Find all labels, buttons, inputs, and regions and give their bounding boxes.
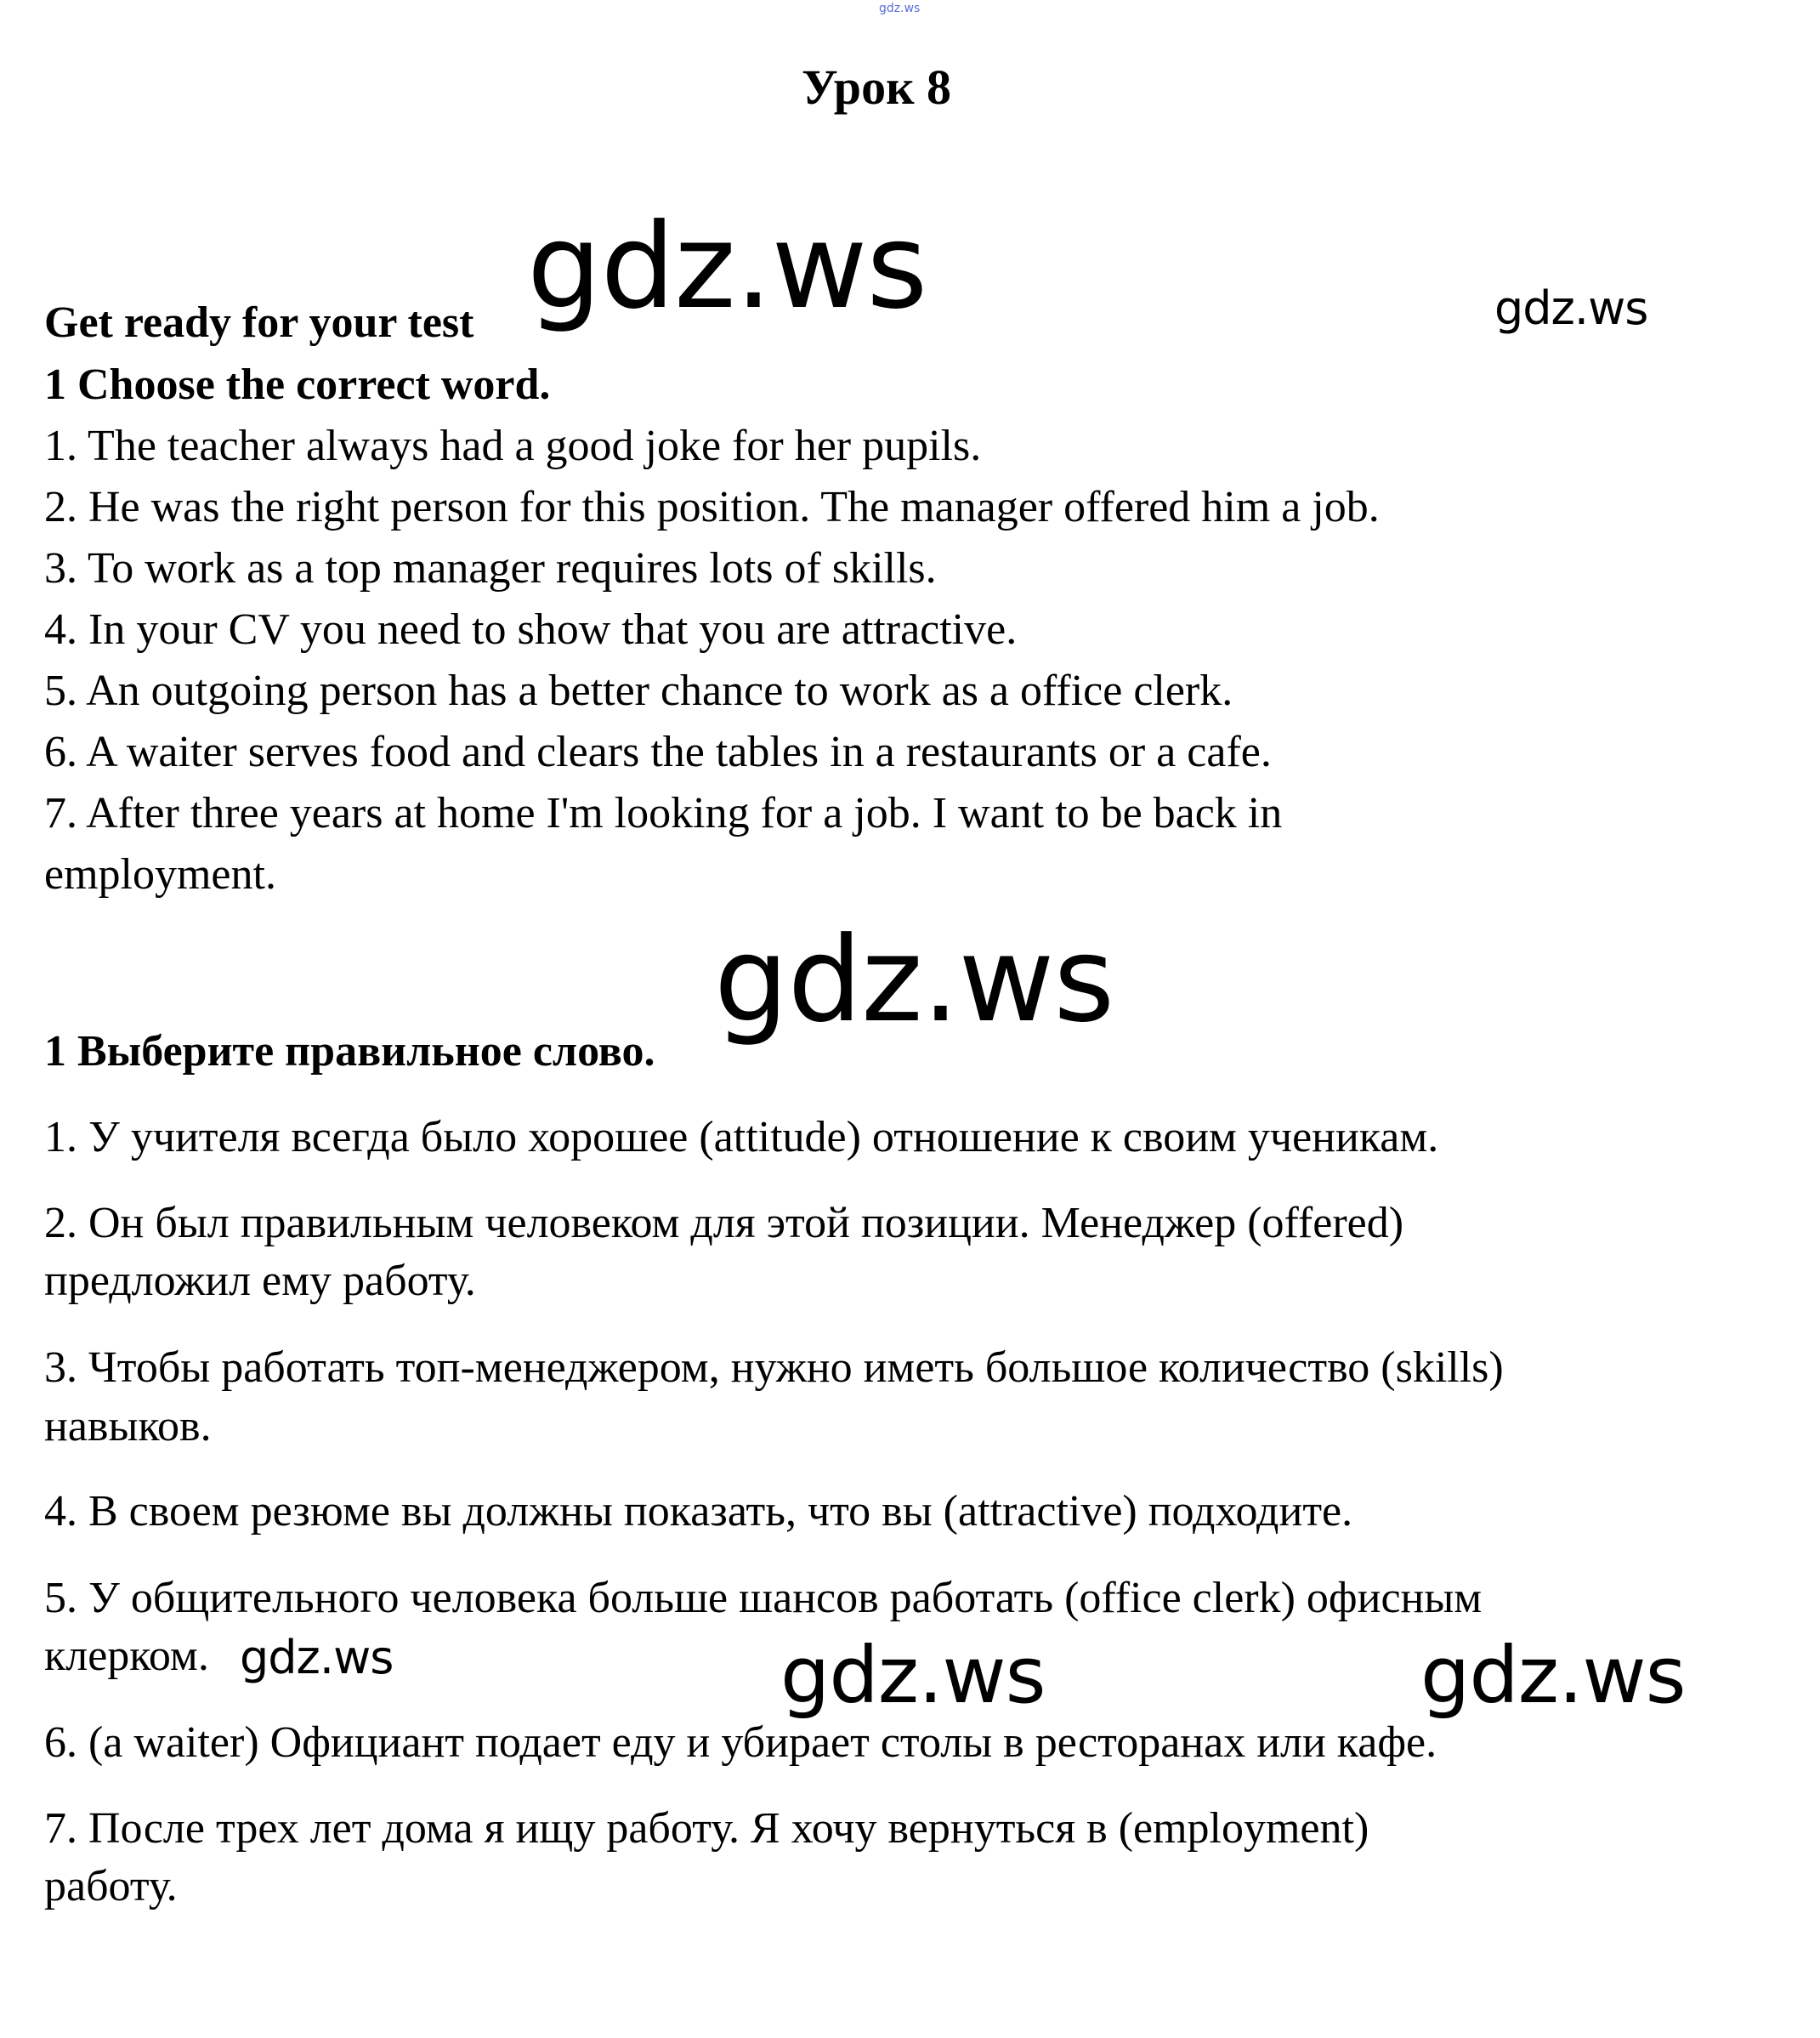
- ru-line-2-cont: предложил ему работу.: [44, 1257, 476, 1305]
- en-line-3: 3. To work as a top manager requires lots of skills.: [44, 544, 937, 593]
- en-line-6: 6. A waiter serves food and clears the tables in a restaurants or a cafe.: [44, 728, 1272, 776]
- en-line-2: 2. He was the right person for this position. The manager offered him a job.: [44, 483, 1380, 531]
- ru-line-7: 7. После трех лет дома я ищу работу. Я хочу вернуться в (employment): [44, 1804, 1369, 1853]
- watermark-large-1: gdz.ws: [527, 198, 927, 335]
- ru-line-3: 3. Чтобы работать топ-менеджером, нужно иметь большое количество (skills): [44, 1343, 1504, 1392]
- exercise-title-ru: 1 Выберите правильное слово.: [44, 1027, 655, 1076]
- section-heading: Get ready for your test: [44, 298, 474, 347]
- en-line-1: 1. The teacher always had a good joke for her pupils.: [44, 422, 982, 470]
- ru-line-5-cont: клерком.: [44, 1632, 209, 1680]
- watermark-medium-1: gdz.ws: [780, 1630, 1046, 1721]
- page-title: Урок 8: [802, 60, 951, 115]
- ru-line-5: 5. У общительного человека больше шансов работать (office clerk) офисным: [44, 1574, 1483, 1622]
- en-line-4: 4. In your CV you need to show that you are attractive.: [44, 605, 1018, 654]
- ru-line-1: 1. У учителя всегда было хорошее (attitude) отношение к своим ученикам.: [44, 1113, 1439, 1161]
- watermark-medium-2: gdz.ws: [1420, 1630, 1686, 1721]
- ru-line-3-cont: навыков.: [44, 1402, 212, 1450]
- watermark-small-2: gdz.ws: [240, 1631, 394, 1684]
- ru-line-6: 6. (a waiter) Официант подает еду и убирает столы в ресторанах или кафе.: [44, 1718, 1437, 1767]
- ru-line-7-cont: работу.: [44, 1862, 178, 1910]
- en-line-7: 7. After three years at home I'm looking for a job. I want to be back in: [44, 789, 1283, 837]
- ru-line-2: 2. Он был правильным человеком для этой позиции. Менеджер (offered): [44, 1199, 1404, 1247]
- watermark-small-1: gdz.ws: [1494, 281, 1648, 335]
- top-watermark: gdz.ws: [879, 2, 921, 15]
- exercise-title-en: 1 Choose the correct word.: [44, 360, 551, 409]
- watermark-large-2: gdz.ws: [714, 911, 1114, 1048]
- en-line-5: 5. An outgoing person has a better chance to work as a office clerk.: [44, 667, 1233, 715]
- en-line-7-cont: employment.: [44, 850, 276, 899]
- ru-line-4: 4. В своем резюме вы должны показать, что вы (attractive) подходите.: [44, 1487, 1353, 1536]
